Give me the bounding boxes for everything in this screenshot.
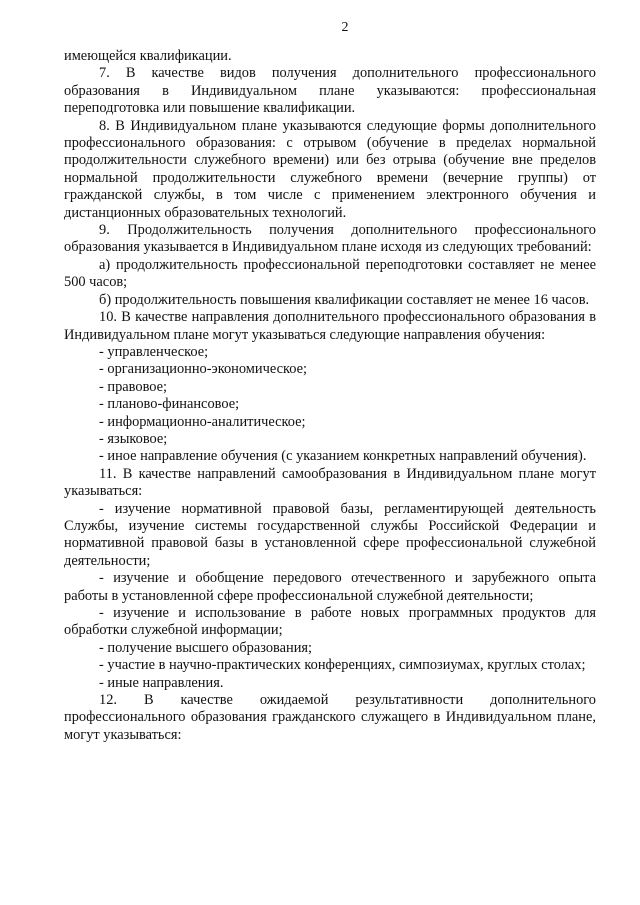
document-body xyxy=(64,48,596,744)
list-item: - участие в научно-практических конференциях, симпозиумах, круглых столах; xyxy=(99,657,586,674)
list-item: - изучение и обобщение передового отечественного и зарубежного опыта работы в установленной сфере профессиональной служебной деятельности; xyxy=(64,570,596,604)
list-item: - иное направление обучения (с указанием конкретных направлений обучения). xyxy=(99,448,587,465)
paragraph-9a: а) продолжительность профессиональной переподготовки составляет не менее 500 часов; xyxy=(64,256,596,291)
page-number: 2 xyxy=(341,20,349,35)
paragraph-continuation: имеющейся квалификации. xyxy=(64,48,232,64)
list-item: - информационно-аналитическое; xyxy=(99,413,306,430)
paragraph-11: 11. В качестве направлений самообразования в Индивидуальном плане могут указываться: xyxy=(64,465,596,500)
paragraph-9b: б) продолжительность повышения квалификации составляет не менее 16 часов. xyxy=(99,291,590,308)
paragraph-8: 8. В Индивидуальном плане указываются следующие формы дополнительного профессионального образования: с отрывом (обучение в пределах нормальной продолжительности служебного времени) или без отрыва (обучение вне пределов нормальной продолжительности служебного времени (вечерние группы) от гражданской службы, в том числе с применением электронного обучения и дистанционных образовательных технологий. xyxy=(64,117,596,221)
paragraph-12: 12. В качестве ожидаемой результативности дополнительного профессионального образования гражданского служащего в Индивидуальном плане, могут указываться: xyxy=(64,692,596,743)
list-item: - получение высшего образования; xyxy=(99,639,313,656)
list-item: - языковое; xyxy=(99,430,168,447)
list-item: - иные направления. xyxy=(99,674,224,691)
paragraph-9: 9. Продолжительность получения дополнительного профессионального образования указывается в Индивидуальном плане исходя из следующих требований: xyxy=(64,222,596,256)
list-item: - управленческое; xyxy=(99,343,209,360)
list-item: - правовое; xyxy=(99,378,168,395)
list-item: - изучение нормативной правовой базы, регламентирующей деятельность Службы, изучение системы государственной службы Российской Федерации и нормативной правовой базы в установленной сфере профессиональной служебной деятельности; xyxy=(64,500,596,569)
list-item: - планово-финансовое; xyxy=(99,396,240,413)
list-item: - изучение и использование в работе новых программных продуктов для обработки служебной информации; xyxy=(64,605,596,639)
paragraph-10: 10. В качестве направления дополнительного профессионального образования в Индивидуальном плане могут указываться следующие направления обучения: xyxy=(64,309,596,343)
paragraph-7: 7. В качестве видов получения дополнительного профессионального образования в Индивидуальном плане указываются: профессиональная переподготовка или повышение квалификации. xyxy=(64,65,596,117)
list-item: - организационно-экономическое; xyxy=(99,361,307,378)
